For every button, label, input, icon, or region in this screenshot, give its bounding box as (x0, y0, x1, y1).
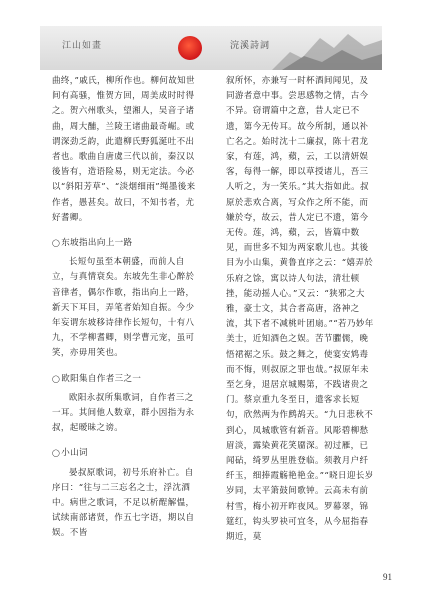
paragraph: 欧阳永叔所集歌词，自作者三之一耳。其间他人数章，群小因指为永叔，起暧昧之谤。 (52, 392, 195, 434)
paragraph: 曲终，”戚氏，柳所作也。柳何故知世间有高骚，惟贺方回，周美成时时得之。贺六州歌头，望湘人，吴音子诸曲，周大酺，兰陵王诸曲最奇崛。或谓深劲乏韵，此遣柳氏野狐涎吐不出者也。歌曲自唐虞三代以前，秦汉以後皆有，造语险易，则无定法。今必以“斜阳芳草”、“淡烟细雨”绳墨後来作者，愚甚矣。故曰，不知书者，尤好耆卿。 (52, 76, 196, 223)
circle-bullet-icon: ◯ (52, 374, 61, 383)
section-heading: ◯东坡指出向上一路 (52, 238, 133, 249)
paragraph: 叙所怀，亦兼写一时杯酒间闻见，及同游者意中事。尝思感物之情，古今不异。窃谓篇中之意，昔人定已不遗，第今无传耳。故今所制，通以补亡名之。始时沈十二廉叔，陈十君龙家，有莲，鸿，蘋，云，工以清妍娱客，每得一解，即以草授诸儿，吾三人听之，为一笑乐。”其大指如此。叔原於悲欢合离，写众作之所不能，而嫌於夸，故云，昔人定已不遗，第今无传。莲，鸿，蘋，云，皆篇中数见，而世多不知为两家歌儿也。其後目为小山集，黄鲁直序之云：“嬉弄於乐府之馀，寓以诗人句法，清壮顿挫，能动摇人心。”又云：“狭邪之大雅，豪士文，其合者高唐，洛神之流，其下者不减桃叶团扇。”“若乃妙年美士，近知酒色之娱。苦节臞儒，晚悟裙裾之乐。鼓之舞之，使宴安鸩毒而不悔，则叔原之罪也哉。”叔原年未至乞身，退居京城赐第，不践诸贵之门。蔡京重九冬至日，遣客求长短句，欣然两为作鹧鸪天。“九日悲秋不到心，凤城歌管有新音。风彫碧柳愁眉淡，露染黄花笑靥深。初过雁，已闻砧，绮罗丛里胜登临。须教月户纤纤玉，细捧霞觞艳艳金。”“晓日迎长岁岁同，太平箫鼓间歌钟。云高未有前村雪，梅小初开昨夜风。罗幕翠，锦筵红，钩头罗袂可宜冬，从今屈指春期近，莫 (226, 76, 374, 543)
section-heading: ◯小山词 (52, 448, 88, 459)
paragraph: 晏叔原歌词，初号乐府补亡。自序曰：“往与二三忘名之士，浮沈酒中。病世之歌词，不足以析酲解愠，试续南部诸贤，作五七字语，期以自娱。不皆 (52, 467, 195, 539)
red-sun-decoration (178, 36, 202, 60)
paragraph: 长短句虽至本朝盛，而前人自立，与真情衰矣。东坡先生非心醉於音律者，偶尔作歌，指出向上一路，新天下耳目，弄笔者始知自振。今少年妄谓东坡移诗律作长短句，十有八九，不学柳耆卿，则学曹元宠，虽可笑，亦毋用笑也。 (52, 257, 195, 359)
header-title: 浣溪詩詞 (230, 41, 271, 51)
page-number: 91 (383, 572, 392, 582)
circle-bullet-icon: ◯ (52, 449, 61, 458)
circle-bullet-icon: ◯ (52, 239, 61, 248)
mountain-decoration (272, 26, 382, 70)
left-column (52, 74, 202, 542)
section-heading: ◯欧阳集自作者三之一 (52, 373, 142, 384)
right-column (226, 74, 374, 545)
header-logo: 江山如畫 (62, 41, 103, 51)
page-header (40, 26, 382, 70)
